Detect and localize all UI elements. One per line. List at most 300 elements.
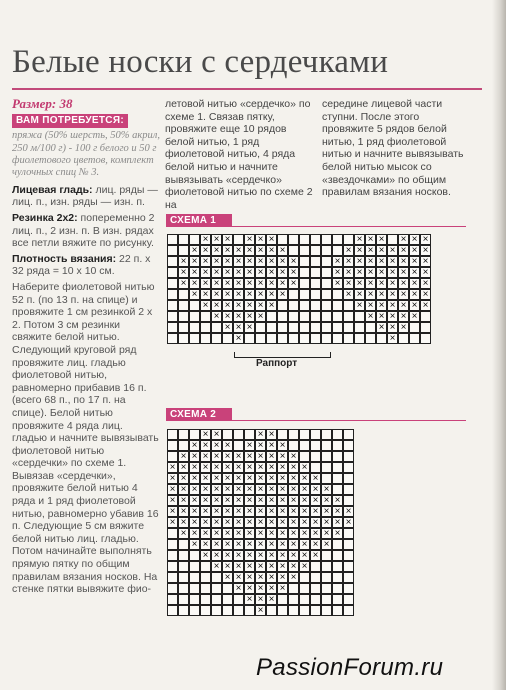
chart-cell: × — [321, 484, 332, 495]
chart-cell — [343, 473, 354, 484]
chart-cell: × — [332, 278, 343, 289]
chart-cell: × — [420, 289, 431, 300]
chart-cell: × — [343, 278, 354, 289]
chart-cell — [332, 289, 343, 300]
chart-cell: × — [266, 462, 277, 473]
chart-cell — [167, 333, 178, 344]
chart-cell — [409, 322, 420, 333]
chart-cell: × — [288, 517, 299, 528]
chart-cell: × — [365, 278, 376, 289]
chart-cell: × — [200, 528, 211, 539]
chart-cell — [222, 594, 233, 605]
chart-cell — [288, 429, 299, 440]
chart-cell: × — [365, 256, 376, 267]
chart-cell: × — [420, 278, 431, 289]
chart-cell — [332, 333, 343, 344]
chart-cell: × — [387, 267, 398, 278]
chart-cell: × — [398, 267, 409, 278]
chart-cell — [167, 311, 178, 322]
chart-cell — [332, 484, 343, 495]
size-label: Размер: 38 — [12, 96, 73, 111]
chart-cell: × — [255, 256, 266, 267]
chart-cell: × — [266, 528, 277, 539]
chart-cell — [365, 333, 376, 344]
chart-cell — [178, 429, 189, 440]
chart-cell — [288, 333, 299, 344]
chart-cell: × — [266, 550, 277, 561]
chart-cell: × — [200, 440, 211, 451]
schema1-label: СХЕМА 1 — [166, 214, 232, 227]
chart-cell: × — [365, 267, 376, 278]
chart-cell — [321, 473, 332, 484]
chart-cell: × — [255, 550, 266, 561]
chart-cell — [332, 572, 343, 583]
chart-cell — [299, 245, 310, 256]
chart-cell — [189, 605, 200, 616]
chart-cell: × — [178, 506, 189, 517]
instruction-paragraph — [12, 281, 160, 596]
chart-cell: × — [222, 440, 233, 451]
chart-cell — [321, 550, 332, 561]
chart-cell: × — [222, 462, 233, 473]
chart-cell — [167, 278, 178, 289]
chart-cell: × — [354, 234, 365, 245]
chart-cell — [365, 322, 376, 333]
chart-cell: × — [233, 311, 244, 322]
chart-cell: × — [233, 561, 244, 572]
chart-cell: × — [343, 267, 354, 278]
chart-cell: × — [288, 278, 299, 289]
chart-cell: × — [409, 267, 420, 278]
chart-cell: × — [288, 506, 299, 517]
chart-cell — [211, 322, 222, 333]
chart-cell: × — [244, 234, 255, 245]
chart-cell: × — [189, 506, 200, 517]
chart-cell: × — [277, 256, 288, 267]
chart-cell: × — [387, 300, 398, 311]
chart-cell: × — [200, 234, 211, 245]
chart-cell: × — [233, 506, 244, 517]
chart-cell — [178, 234, 189, 245]
chart-cell — [200, 594, 211, 605]
chart-cell — [332, 539, 343, 550]
chart-cell: × — [310, 528, 321, 539]
chart-cell: × — [244, 267, 255, 278]
chart-cell — [343, 583, 354, 594]
instruction-paragraph — [12, 212, 160, 250]
chart-cell — [189, 583, 200, 594]
chart-cell: × — [189, 451, 200, 462]
chart-cell: × — [266, 267, 277, 278]
chart-cell — [288, 311, 299, 322]
chart-cell — [343, 484, 354, 495]
chart-cell — [321, 561, 332, 572]
chart-cell: × — [277, 473, 288, 484]
chart-cell — [167, 289, 178, 300]
chart-cell — [178, 594, 189, 605]
chart-cell — [299, 289, 310, 300]
chart-cell: × — [277, 462, 288, 473]
chart-cell — [299, 583, 310, 594]
chart-cell: × — [332, 517, 343, 528]
chart-cell: × — [354, 278, 365, 289]
materials-text: пряжа (50% шерсть, 50% акрил, 250 м/100 г) - 100 г белого и 50 г фиолетового цветов, комплект чулочных спиц № 3. — [12, 130, 160, 179]
chart-cell — [178, 440, 189, 451]
chart-cell: × — [255, 583, 266, 594]
chart-cell — [310, 462, 321, 473]
chart-cell: × — [200, 256, 211, 267]
chart-cell: × — [233, 322, 244, 333]
chart-cell: × — [288, 462, 299, 473]
chart-cell: × — [255, 605, 266, 616]
watermark: PassionForum.ru — [256, 654, 444, 681]
chart-cell: × — [233, 267, 244, 278]
chart-cell: × — [376, 289, 387, 300]
chart-cell: × — [288, 256, 299, 267]
chart-cell: × — [244, 311, 255, 322]
chart-cell — [332, 583, 343, 594]
chart-cell — [178, 572, 189, 583]
chart-cell — [167, 539, 178, 550]
chart-cell — [343, 594, 354, 605]
chart-cell — [277, 333, 288, 344]
chart-cell: × — [222, 506, 233, 517]
chart-cell — [189, 333, 200, 344]
chart-cell — [277, 322, 288, 333]
chart-cell — [299, 333, 310, 344]
rapport-label: Раппорт — [256, 358, 298, 369]
chart-cell: × — [277, 506, 288, 517]
chart-cell: × — [222, 311, 233, 322]
chart-cell: × — [387, 289, 398, 300]
chart-cell: × — [255, 440, 266, 451]
chart-cell: × — [211, 300, 222, 311]
chart-cell: × — [211, 245, 222, 256]
chart-cell: × — [178, 462, 189, 473]
chart-cell: × — [332, 506, 343, 517]
chart-cell: × — [211, 462, 222, 473]
chart-cell: × — [167, 495, 178, 506]
chart-cell — [299, 572, 310, 583]
chart-cell — [343, 451, 354, 462]
chart-cell: × — [321, 495, 332, 506]
chart-cell — [321, 300, 332, 311]
chart-cell: × — [376, 256, 387, 267]
chart-cell — [178, 322, 189, 333]
chart-cell: × — [288, 528, 299, 539]
chart-cell — [310, 245, 321, 256]
chart-cell — [310, 267, 321, 278]
chart-cell — [288, 605, 299, 616]
chart-cell: × — [233, 572, 244, 583]
chart-cell — [299, 300, 310, 311]
chart-cell — [200, 311, 211, 322]
chart-cell — [189, 300, 200, 311]
chart-cell: × — [398, 300, 409, 311]
chart-cell — [343, 528, 354, 539]
chart-cell — [343, 539, 354, 550]
chart-cell: × — [277, 528, 288, 539]
chart-cell: × — [376, 311, 387, 322]
chart-cell — [310, 311, 321, 322]
chart-cell — [299, 594, 310, 605]
chart-cell — [321, 583, 332, 594]
chart-cell — [255, 333, 266, 344]
chart-cell — [200, 572, 211, 583]
chart-cell — [266, 311, 277, 322]
chart-cell — [222, 333, 233, 344]
chart-cell: × — [222, 267, 233, 278]
chart-cell: × — [365, 311, 376, 322]
chart-cell — [189, 550, 200, 561]
chart-cell — [310, 322, 321, 333]
chart-cell: × — [222, 322, 233, 333]
paragraph-head: Лицевая гладь: — [12, 183, 93, 196]
chart-cell: × — [200, 473, 211, 484]
chart-cell: × — [244, 539, 255, 550]
chart-cell: × — [233, 300, 244, 311]
chart-cell — [189, 572, 200, 583]
chart-cell: × — [200, 267, 211, 278]
chart-cell: × — [189, 289, 200, 300]
chart-cell: × — [420, 234, 431, 245]
chart-cell — [299, 440, 310, 451]
chart-cell — [299, 429, 310, 440]
chart-cell: × — [387, 278, 398, 289]
chart-cell: × — [222, 561, 233, 572]
chart-cell — [310, 451, 321, 462]
chart-cell: × — [244, 256, 255, 267]
chart-cell: × — [409, 289, 420, 300]
chart-cell: × — [255, 506, 266, 517]
chart-cell: × — [233, 289, 244, 300]
chart-cell: × — [288, 539, 299, 550]
chart-cell: × — [299, 473, 310, 484]
chart-cell: × — [189, 440, 200, 451]
chart-cell: × — [200, 462, 211, 473]
chart-cell — [211, 594, 222, 605]
chart-cell: × — [310, 539, 321, 550]
chart-cell — [200, 561, 211, 572]
chart-cell: × — [310, 484, 321, 495]
chart-cell: × — [354, 256, 365, 267]
chart-cell: × — [222, 550, 233, 561]
chart-cell — [321, 594, 332, 605]
chart-cell: × — [189, 267, 200, 278]
chart-cell: × — [211, 561, 222, 572]
chart-cell — [167, 267, 178, 278]
chart-cell — [332, 462, 343, 473]
chart-cell — [354, 311, 365, 322]
chart-cell: × — [409, 245, 420, 256]
chart-cell: × — [178, 473, 189, 484]
chart-cell: × — [266, 429, 277, 440]
chart-cell: × — [200, 245, 211, 256]
chart-cell — [233, 594, 244, 605]
chart-cell: × — [200, 451, 211, 462]
chart-cell — [420, 322, 431, 333]
chart-cell — [233, 429, 244, 440]
chart-cell — [167, 572, 178, 583]
chart-cell: × — [255, 473, 266, 484]
chart-cell — [167, 322, 178, 333]
chart-cell: × — [200, 300, 211, 311]
chart-cell: × — [222, 245, 233, 256]
chart-cell: × — [222, 473, 233, 484]
chart-cell: × — [365, 289, 376, 300]
chart-cell: × — [244, 462, 255, 473]
chart-cell: × — [255, 245, 266, 256]
chart-cell: × — [255, 278, 266, 289]
chart-cell — [332, 594, 343, 605]
chart-cell: × — [244, 594, 255, 605]
chart-cell: × — [255, 594, 266, 605]
chart-cell: × — [354, 267, 365, 278]
chart-cell: × — [266, 495, 277, 506]
chart-cell: × — [255, 462, 266, 473]
chart-cell — [398, 333, 409, 344]
chart-cell: × — [233, 539, 244, 550]
chart-cell: × — [365, 234, 376, 245]
chart-cell — [354, 333, 365, 344]
chart-cell: × — [211, 311, 222, 322]
chart-cell: × — [189, 256, 200, 267]
title-divider — [12, 88, 482, 90]
chart-cell: × — [255, 267, 266, 278]
chart-cell — [299, 267, 310, 278]
chart-cell: × — [277, 267, 288, 278]
chart-cell: × — [288, 561, 299, 572]
chart-cell — [321, 605, 332, 616]
chart-cell — [321, 322, 332, 333]
need-label: ВАМ ПОТРЕБУЕТСЯ: — [12, 114, 128, 129]
chart-cell: × — [233, 256, 244, 267]
chart-cell — [332, 429, 343, 440]
chart-cell: × — [244, 572, 255, 583]
chart-cell — [266, 322, 277, 333]
chart-cell: × — [288, 550, 299, 561]
chart-cell — [233, 234, 244, 245]
chart-cell — [167, 583, 178, 594]
chart-cell — [178, 333, 189, 344]
chart-cell: × — [255, 300, 266, 311]
chart-cell — [178, 289, 189, 300]
chart-cell: × — [266, 539, 277, 550]
chart-cell — [343, 605, 354, 616]
chart-cell: × — [266, 451, 277, 462]
chart-cell: × — [200, 429, 211, 440]
chart-cell: × — [376, 300, 387, 311]
chart-cell — [167, 429, 178, 440]
chart-cell: × — [376, 245, 387, 256]
chart-cell: × — [387, 322, 398, 333]
chart-cell: × — [189, 278, 200, 289]
chart-cell: × — [332, 495, 343, 506]
chart-cell — [321, 572, 332, 583]
chart-cell: × — [420, 300, 431, 311]
chart-cell: × — [233, 495, 244, 506]
chart-cell: × — [178, 495, 189, 506]
instruction-paragraph — [12, 253, 160, 278]
chart-cell: × — [420, 267, 431, 278]
chart-cell: × — [244, 451, 255, 462]
chart-cell: × — [255, 539, 266, 550]
chart-cell: × — [211, 278, 222, 289]
chart-cell: × — [277, 451, 288, 462]
chart-cell: × — [200, 495, 211, 506]
chart-cell: × — [398, 289, 409, 300]
paragraph-text: лиц. ряды — лиц. п., изн. ряды — изн. п. — [12, 183, 158, 209]
chart-cell: × — [222, 300, 233, 311]
chart-cell — [288, 245, 299, 256]
chart-cell: × — [409, 311, 420, 322]
chart-cell — [189, 594, 200, 605]
chart-cell — [222, 605, 233, 616]
chart-cell: × — [398, 245, 409, 256]
chart-cell: × — [222, 289, 233, 300]
chart-cell: × — [178, 517, 189, 528]
chart-cell — [167, 605, 178, 616]
chart-cell — [321, 462, 332, 473]
chart-cell — [310, 278, 321, 289]
chart-cell — [189, 311, 200, 322]
chart-cell: × — [288, 484, 299, 495]
chart-cell — [167, 451, 178, 462]
chart-cell — [321, 245, 332, 256]
chart-cell: × — [266, 234, 277, 245]
chart-cell — [332, 473, 343, 484]
chart-cell: × — [310, 506, 321, 517]
chart-cell — [299, 451, 310, 462]
chart-cell: × — [178, 278, 189, 289]
chart-cell: × — [277, 278, 288, 289]
chart-cell: × — [233, 333, 244, 344]
page-title: Белые носки с сердечками — [12, 44, 389, 80]
chart-cell: × — [211, 429, 222, 440]
chart-cell — [376, 333, 387, 344]
chart-cell: × — [200, 517, 211, 528]
chart-cell: × — [266, 289, 277, 300]
chart-cell: × — [288, 495, 299, 506]
chart-cell — [189, 561, 200, 572]
chart-cell — [189, 322, 200, 333]
chart-cell: × — [222, 539, 233, 550]
chart-cell — [321, 440, 332, 451]
chart-cell — [343, 300, 354, 311]
chart-cell: × — [365, 300, 376, 311]
chart-cell — [211, 583, 222, 594]
chart-cell — [321, 429, 332, 440]
chart-cell: × — [299, 484, 310, 495]
chart-cell — [200, 583, 211, 594]
chart-cell — [310, 429, 321, 440]
chart-cell: × — [299, 528, 310, 539]
chart-cell: × — [288, 267, 299, 278]
chart-cell: × — [211, 550, 222, 561]
chart-cell: × — [244, 583, 255, 594]
chart-cell: × — [266, 440, 277, 451]
chart-cell: × — [277, 550, 288, 561]
chart-cell: × — [343, 517, 354, 528]
chart-cell: × — [189, 473, 200, 484]
chart-cell: × — [255, 234, 266, 245]
chart-cell — [310, 572, 321, 583]
chart-cell — [387, 234, 398, 245]
paragraph-text: 22 п. х 32 ряда = 10 х 10 см. — [12, 252, 151, 278]
chart-cell: × — [233, 278, 244, 289]
chart-cell: × — [222, 484, 233, 495]
chart-cell — [211, 605, 222, 616]
